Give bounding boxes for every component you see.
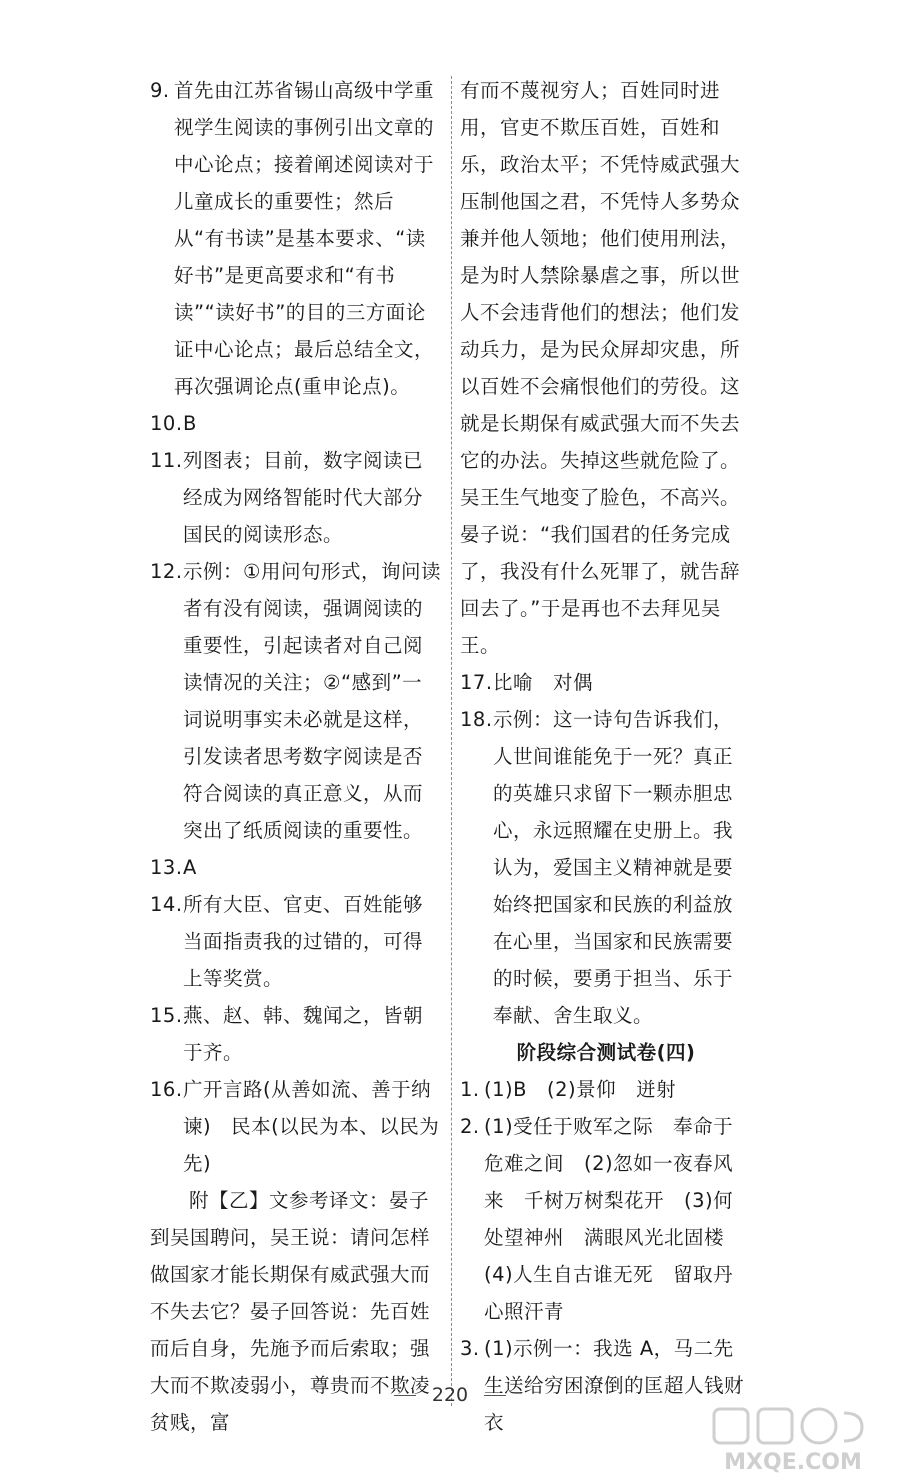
answer-item-15 — [150, 997, 442, 1071]
watermark-glyph-icon — [714, 1409, 862, 1443]
item-text: 首先由江苏省锡山高级中学重视学生阅读的事例引出文章的中心论点；接着阐述阅读对于儿童成长的重要性；然后从“有书读”是基本要求、“读好书”是更高要求和“有书读”“读好书”的目的三方面论证中心论点；最后总结全文，再次强调论点(重申论点)。 — [174, 79, 435, 398]
answer-item-13 — [150, 849, 442, 886]
item-text: (1)B (2)景仰 迸射 — [484, 1078, 677, 1101]
item-text: (1)受任于败军之际 奉命于危难之间 (2)忽如一夜春风来 千树万树梨花开 (3)何处望神州 满眼风光北固楼 (4)人生自古谁无死 留取丹心照汗青 — [484, 1115, 745, 1323]
answer-item-2 — [460, 1108, 752, 1330]
item-number: 3. — [460, 1337, 480, 1360]
footer-dash-left — [394, 1395, 416, 1396]
reference-translation: 附【乙】文参考译文：晏子到吴国聘问，吴王说：请问怎样做国家才能长期保有威武强大而不失去它？晏子回答说：先百姓而后自身，先施予而后索取；强大而不欺凌弱小，尊贵而不欺凌贫贱，富 — [150, 1189, 431, 1434]
column-divider — [451, 76, 452, 1406]
item-number: 15. — [150, 1004, 183, 1027]
item-number: 11. — [150, 449, 183, 472]
item-number: 14. — [150, 893, 183, 916]
item-number: 1. — [460, 1078, 480, 1101]
item-text: 示例：①用问句形式，询问读者有没有阅读，强调阅读的重要性，引起读者对自己阅读情况的关注；②“感到”一词说明事实未必就是这样，引发读者思考数字阅读是否符合阅读的真正意义，从而突出了纸质阅读的重要性。 — [183, 560, 441, 842]
item-text: 示例：这一诗句告诉我们，人世间谁能免于一死？真正的英雄只求留下一颗赤胆忠心，永远照耀在史册上。我认为，爱国主义精神就是要始终把国家和民族的利益放在心里，当国家和民族需要的时候，要勇于担当、乐于奉献、舍生取义。 — [493, 708, 734, 1027]
answer-item-10 — [150, 405, 442, 442]
item-text: 燕、赵、韩、魏闻之，皆朝于齐。 — [183, 1004, 424, 1064]
left-column — [150, 72, 442, 1441]
item-number: 9. — [150, 79, 170, 102]
answer-item-9 — [150, 72, 442, 405]
page-footer — [0, 1384, 900, 1406]
item-text: B — [183, 412, 197, 435]
item-number: 12. — [150, 560, 183, 583]
footer-dash-right — [484, 1395, 506, 1396]
translation-continuation: 有而不蔑视穷人；百姓同时进用，官吏不欺压百姓，百姓和乐，政治太平；不凭恃威武强大压制他国之君，不凭恃人多势众兼并他人领地；他们使用刑法，是为时人禁除暴虐之事，所以世人不会违背他们的想法；他们发动兵力，是为民众屏却灾患，所以百姓不会痛恨他们的劳役。这就是长期保有威武强大而不失去它的办法。失掉这些就危险了。吴王生气地变了脸色，不高兴。晏子说：“我们国君的任务完成了，我没有什么死罪了，就告辞回去了。”于是再也不去拜见吴王。 — [460, 79, 741, 657]
item-text: (1)示例一：我选 A，马二先生送给穷困潦倒的匡超人钱财衣 — [484, 1337, 745, 1434]
item-text: 比喻 对偶 — [493, 671, 594, 694]
item-text: A — [183, 856, 197, 879]
right-column — [460, 72, 752, 1441]
answer-item-16 — [150, 1071, 442, 1182]
item-text: 所有大臣、官吏、百姓能够当面指责我的过错的，可得上等奖赏。 — [183, 893, 424, 990]
item-number: 13. — [150, 856, 183, 879]
answer-item-12 — [150, 553, 442, 849]
item-text: 列图表；目前，数字阅读已经成为网络智能时代大部分国民的阅读形态。 — [183, 449, 424, 546]
item-number: 2. — [460, 1115, 480, 1138]
page-number: 220 — [431, 1384, 469, 1406]
item-number: 17. — [460, 671, 493, 694]
answer-item-18 — [460, 701, 752, 1034]
item-number: 18. — [460, 708, 493, 731]
item-number: 10. — [150, 412, 183, 435]
answer-item-14 — [150, 886, 442, 997]
answer-item-1 — [460, 1071, 752, 1108]
item-text: 广开言路(从善如流、善于纳谏) 民本(以民为本、以民为先) — [183, 1078, 440, 1175]
answer-item-11 — [150, 442, 442, 553]
watermark-text: MXQE.COM — [724, 1450, 862, 1475]
section-title: 阶段综合测试卷(四) — [516, 1041, 696, 1064]
watermark-logo — [704, 1405, 882, 1475]
item-number: 16. — [150, 1078, 183, 1101]
answer-item-17 — [460, 664, 752, 701]
